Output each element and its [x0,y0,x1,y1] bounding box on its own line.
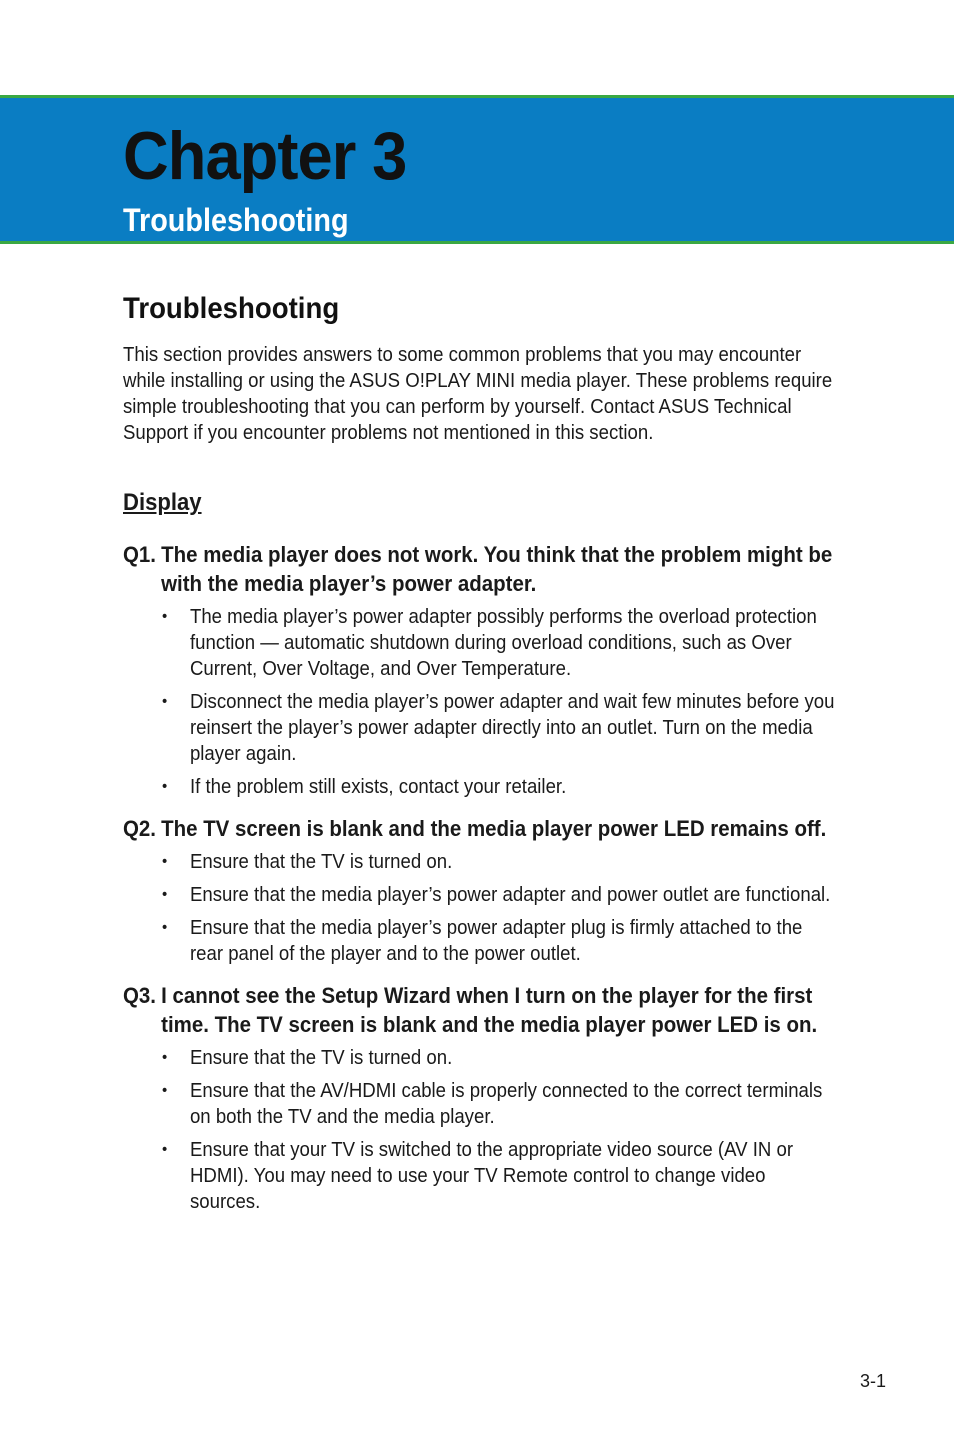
bullet-icon: • [162,1049,168,1066]
answer-text: Ensure that the AV/HDMI cable is properly connected to the correct terminals on both the TV and the media player. [189,1080,823,1128]
bullet-icon: • [162,886,168,903]
chapter-banner [0,95,954,244]
question-number: Q1. [123,542,156,567]
bullet-icon: • [162,1141,168,1158]
answer-item [123,1045,839,1071]
question-q2 [123,814,843,967]
section-intro: This section provides answers to some common problems that you may encounter while installing or using the ASUS O!PLAY MINI media player. These problems require simple troubleshooting that you can perform by yourself. Contact ASUS Technical Support if you encounter problems not mentioned in this section. [123,344,833,444]
subsection-title: Display [123,489,202,516]
question-text: The media player does not work. You think that the problem might be with the media player’s power adapter. [161,542,833,596]
answer-item [123,689,839,767]
answer-item [123,1078,839,1130]
question-heading [123,540,848,598]
answer-item [123,849,839,875]
bullet-icon: • [162,919,168,936]
bullet-icon: • [162,778,168,795]
question-heading [123,981,848,1039]
bullet-icon: • [162,853,168,870]
question-number: Q2. [123,816,156,841]
chapter-title: Chapter 3 [123,118,407,194]
answer-item [123,1137,839,1215]
answer-text: Ensure that the TV is turned on. [189,851,453,873]
answer-item [123,915,839,967]
answer-list [123,1045,843,1215]
question-heading [123,814,848,843]
answer-text: The media player’s power adapter possibly performs the overload protection function — automatic shutdown during overload conditions, such as Over Current, Over Voltage, and Over Temperature. [189,606,817,680]
answer-text: Ensure that the media player’s power adapter and power outlet are functional. [189,884,831,906]
answer-text: Disconnect the media player’s power adapter and wait few minutes before you reinsert the player’s power adapter directly into an outlet. Turn on the media player again. [189,691,835,765]
answer-text: Ensure that the TV is turned on. [189,1047,453,1069]
answer-item [123,604,839,682]
answer-item [123,774,839,800]
answer-text: Ensure that your TV is switched to the appropriate video source (AV IN or HDMI). You may need to use your TV Remote control to change video sources. [189,1139,794,1213]
answer-list [123,849,843,967]
page-number: 3-1 [859,1371,886,1391]
bullet-icon: • [162,693,168,710]
answer-text: If the problem still exists, contact your retailer. [189,776,567,798]
bullet-icon: • [162,1082,168,1099]
answer-item [123,882,839,908]
answer-list [123,604,843,800]
question-q3 [123,981,843,1215]
question-text: I cannot see the Setup Wizard when I turn on the player for the first time. The TV screen is blank and the media player power LED is on. [161,983,818,1037]
chapter-subtitle: Troubleshooting [123,202,349,238]
page-content [123,290,843,1229]
question-number: Q3. [123,983,156,1008]
bullet-icon: • [162,608,168,625]
section-title: Troubleshooting [123,292,340,325]
answer-text: Ensure that the media player’s power adapter plug is firmly attached to the rear panel of the player and to the power outlet. [189,917,803,965]
question-text: The TV screen is blank and the media player power LED remains off. [161,816,827,841]
question-q1 [123,540,843,800]
